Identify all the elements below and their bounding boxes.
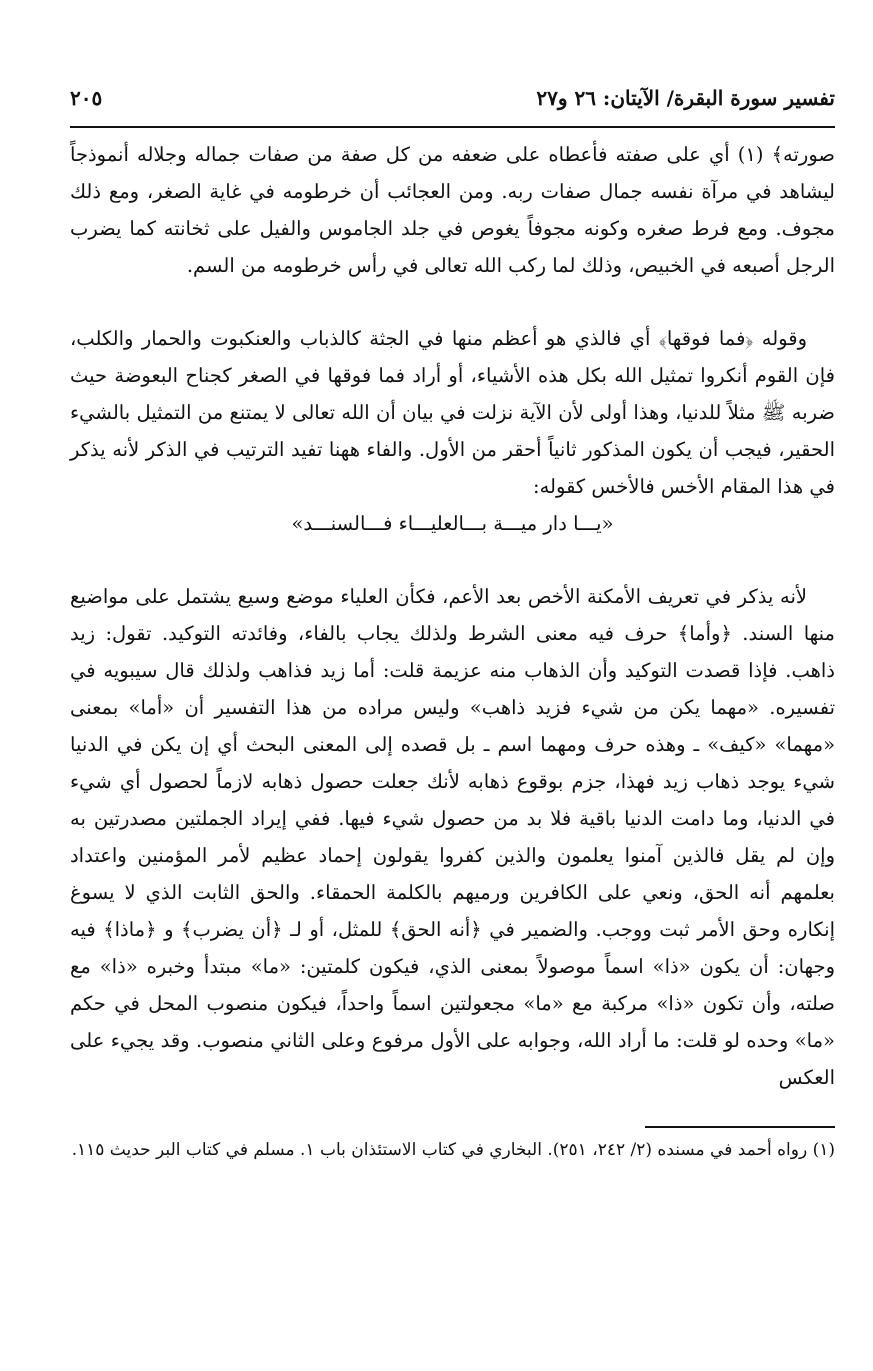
page-body [70,136,835,1096]
poem-line: «يـــا دار ميـــة بـــالعليـــاء فـــالسنـــد» [291,512,614,535]
page-number: ٢٠٥ [70,86,103,110]
page [70,86,835,1167]
paragraph-2: وقوله ﴿فما فوقها﴾ أي فالذي هو أعظم منها في الجثة كالذباب والعنكبوت والحمار والكلب، فإن القوم أنكروا تمثيل الله بكل هذه الأشياء، أو أراد فما فوقها في الصغر كجناح البعوضة حيث ضربه ﷺ مثلاً للدنيا، وهذا أولى لأن الآية نزلت في بيان أن الله تعالى لا يمتنع من التمثيل بالشيء الحقير، فيجب أن يكون المذكور ثانياً أحقر من الأول. والفاء ههنا تفيد الترتيب في الذكر لأنه يذكر في هذا المقام الأخس فالأخس كقوله: [70,327,835,498]
running-title: تفسير سورة البقرة/ الآيتان: ٢٦ و٢٧ [536,86,835,110]
paragraph-1: صورته﴾ (١) أي على صفته فأعطاه على ضعفه من كل صفة من صفات جماله وجلاله أنموذجاً ليشاهد في مرآة نفسه جمال صفات ربه. ومن العجائب أن خرطومه في غاية الصغر، ومع ذلك مجوف. ومع فرط صغره وكونه مجوفاً يغوص في جلد الجاموس والفيل على ثخانته كما يضرب الرجل أصبعه في الخبيص، وذلك لما ركب الله تعالى في رأس خرطومه من السم. [70,143,835,277]
footnote-divider [645,1126,835,1128]
paragraph-gap [70,284,835,320]
footnote-1: (١) رواه أحمد في مسنده (٢/ ٢٤٢، ٢٥١). البخاري في كتاب الاستئذان باب ١. مسلم في كتاب البر حديث ١١٥. [71,1140,835,1160]
paragraph-3: لأنه يذكر في تعريف الأمكنة الأخص بعد الأعم، فكأن العلياء موضع وسيع يشتمل على مواضيع منها السند. ﴿وأما﴾ حرف فيه معنى الشرط ولذلك يجاب بالفاء، وفائدته التوكيد. تقول: زيد ذاهب. فإذا قصدت التوكيد وأن الذهاب منه عزيمة قلت: أما زيد فذاهب ولذلك قال سيبويه في تفسيره. «مهما يكن من شيء فزيد ذاهب» وليس مراده من هذا التفسير أن «أما» بمعنى «مهما» «كيف» ـ وهذه حرف ومهما اسم ـ بل قصده إلى المعنى البحث أي إن يكن في الدنيا شيء يوجد ذهاب زيد فهذا، جزم بوقوع ذهابه لأنك جعلت حصول ذهابه لازماً لحصول أي شيء في الدنيا، وما دامت الدنيا باقية فلا بد من حصول شيء فيها. ففي إيراد الجملتين مصدرتين به وإن لم يقل فالذين آمنوا يعلمون والذين كفروا يقولون إحماد عظيم لأمر المؤمنين واعتداد بعلمهم أنه الحق، ونعي على الكافرين ورميهم بالكلمة الحمقاء. والحق الثابت الذي لا يسوغ إنكاره وحق الأمر ثبت ووجب. والضمير في ﴿أنه الحق﴾ للمثل، أو لـ ﴿أن يضرب﴾ و ﴿ماذا﴾ فيه وجهان: أن يكون «ذا» اسماً موصولاً بمعنى الذي، فيكون كلمتين: «ما» مبتدأ وخبره «ذا» مع صلته، وأن تكون «ذا» مركبة مع «ما» مجعولتين اسماً واحداً، فيكون منصوب المحل في حكم «ما» وحده لو قلت: ما أراد الله، وجوابه على الأول مرفوع وعلى الثاني منصوب. وقد يجيء على العكس [70,585,835,1089]
paragraph-gap [70,542,835,578]
page-header [70,86,835,128]
footnotes [70,1134,835,1167]
